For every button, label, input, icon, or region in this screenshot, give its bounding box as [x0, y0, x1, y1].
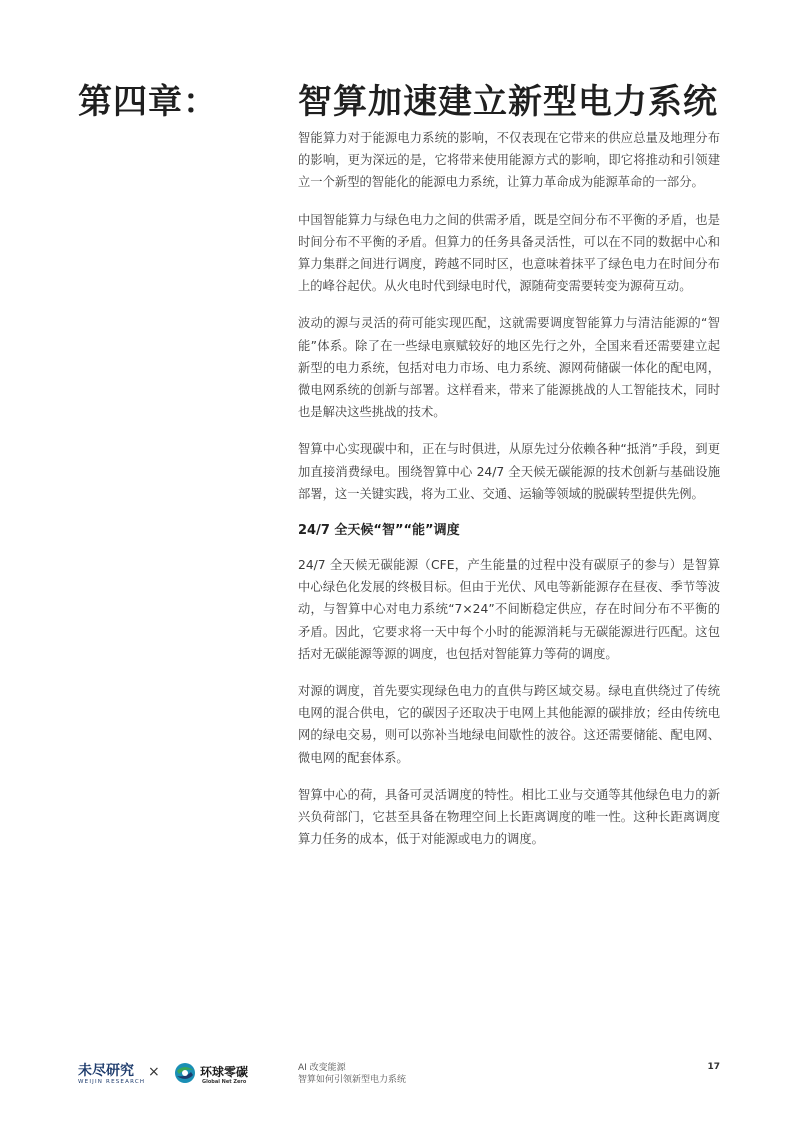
page-number: 17 — [707, 1062, 720, 1072]
global-net-zero-logo-subtitle: Global Net Zero — [202, 1079, 247, 1085]
body-text — [298, 127, 720, 865]
paragraph: 智能算力对于能源电力系统的影响，不仅表现在它带来的供应总量及地理分布的影响，更为深远的是，它将带来使用能源方式的影响，即它将推动和引领建立一个新型的智能化的能源电力系统，让算力革命成为能源革命的一部分。 — [298, 131, 720, 190]
global-net-zero-logo-name: 环球零碳 — [200, 1065, 249, 1079]
chapter-title: 智算加速建立新型电力系统 — [298, 82, 718, 122]
weijin-research-logo-subtitle: WEIJIN RESEARCH — [78, 1079, 146, 1085]
page-footer — [78, 1060, 720, 1090]
report-title-line2: 智算如何引领新型电力系统 — [298, 1075, 407, 1085]
weijin-research-logo: 未尽研究 — [78, 1063, 134, 1079]
paragraph: 智算中心的荷，具备可灵活调度的特性。相比工业与交通等其他绿色电力的新兴负荷部门，它甚至具备在物理空间上长距离调度的唯一性。这种长距离调度算力任务的成本，低于对能源或电力的调度。 — [298, 787, 720, 847]
chapter-label: 第四章： — [78, 82, 218, 122]
paragraph: 24/7 全天候无碳能源（CFE，产生能量的过程中没有碳原子的参与）是智算中心绿色化发展的终极目标。但由于光伏、风电等新能源存在昼夜、季节等波动，与智算中心对电力系统“7×24”不间断稳定供应，存在时间分布不平衡的矛盾。因此，它要求将一天中每个小时的能源消耗与无碳能源进行匹配。这包括对无碳能源等源的调度，也包括对智能算力等荷的调度。 — [298, 558, 720, 661]
global-net-zero-logo-icon — [174, 1062, 196, 1084]
report-title-line1: AI 改变能源 — [298, 1063, 346, 1073]
section-subheading: 24/7 全天候“智”“能”调度 — [298, 523, 460, 539]
paragraph: 中国智能算力与绿色电力之间的供需矛盾，既是空间分布不平衡的矛盾，也是时间分布不平衡的矛盾。但算力的任务具备灵活性，可以在不同的数据中心和算力集群之间进行调度，跨越不同时区，也意味着抹平了绿色电力在时间分布上的峰谷起伏。从火电时代到绿电时代，源随荷变需要转变为源荷互动。 — [298, 212, 720, 294]
report-title — [298, 1062, 406, 1086]
paragraph: 对源的调度，首先要实现绿色电力的直供与跨区域交易。绿电直供绕过了传统电网的混合供电，它的碳因子还取决于电网上其他能源的碳排放；经由传统电网的绿电交易，则可以弥补当地绿电间歇性的波谷。这还需要储能、配电网、微电网的配套体系。 — [298, 684, 720, 765]
paragraph: 波动的源与灵活的荷可能实现匹配，这就需要调度智能算力与清洁能源的“智能”体系。除了在一些绿电禀赋较好的地区先行之外，全国来看还需要建立起新型的电力系统，包括对电力市场、电力系统、源网荷储碳一体化的配电网，微电网系统的创新与部署。这样看来，带来了能源挑战的人工智能技术，同时也是解决这些挑战的技术。 — [298, 316, 720, 420]
paragraph: 智算中心实现碳中和，正在与时俱进，从原先过分依赖各种“抵消”手段，到更加直接消费绿电。围绕智算中心 24/7 全天候无碳能源的技术创新与基础设施部署，这一关键实践，将为工业、交通、运输等领域的脱碳转型提供先例。 — [298, 442, 720, 501]
collaboration-symbol: × — [148, 1064, 160, 1080]
